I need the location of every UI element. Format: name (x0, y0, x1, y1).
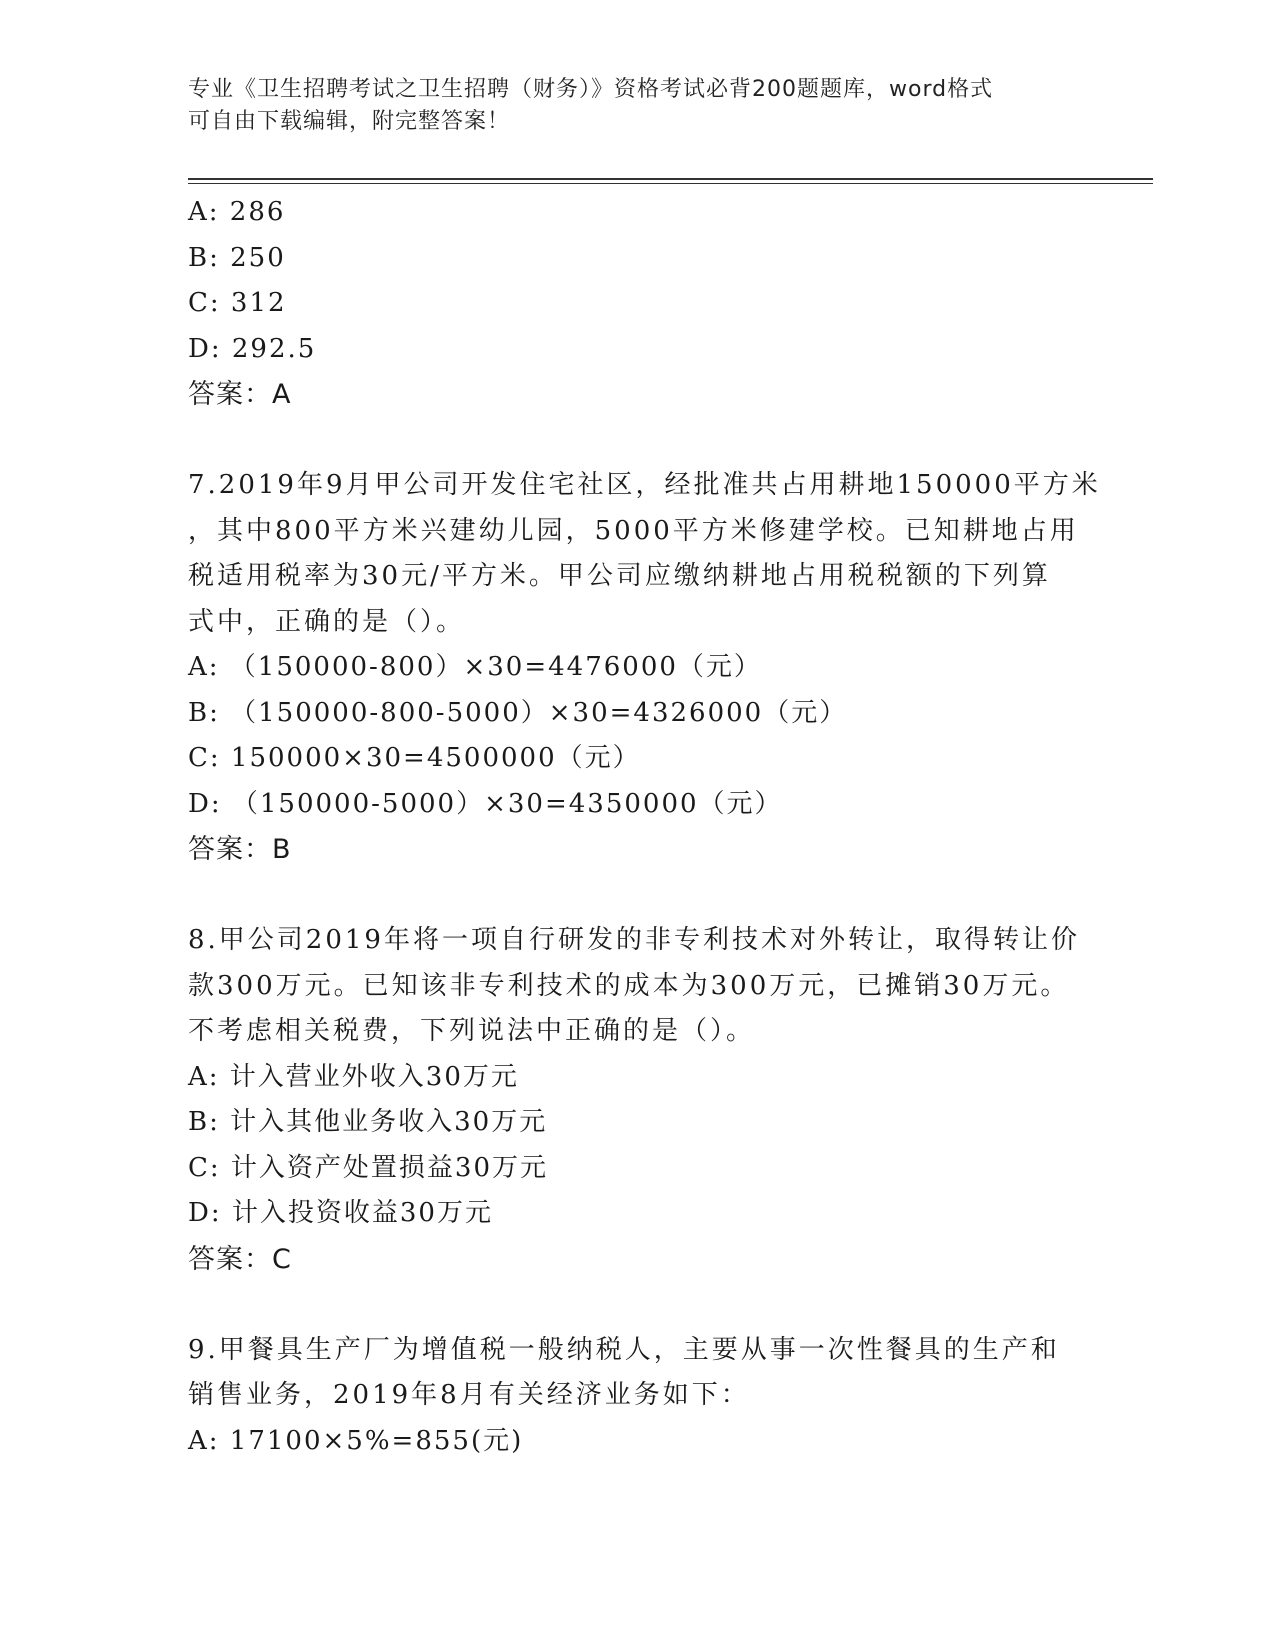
option-a: A: （150000-800）×30=4476000（元） (188, 652, 762, 682)
option-a: A: 计入营业外收入30万元 (188, 1061, 519, 1092)
answer: 答案：B (188, 834, 292, 865)
document-header (188, 74, 1088, 138)
stem-line: 不考虑相关税费，下列说法中正确的是（）。 (188, 1016, 756, 1046)
stem-line: 8.甲公司2019年将一项自行研发的非专利技术对外转让，取得转让价 (188, 925, 1080, 955)
header-divider-thin (188, 183, 1153, 184)
stem-line: 9.甲餐具生产厂为增值税一般纳税人，主要从事一次性餐具的生产和 (188, 1334, 1060, 1365)
question-8 (188, 918, 1088, 1282)
option-c: C: 150000×30=4500000（元） (188, 743, 641, 773)
answer: 答案：A (188, 379, 292, 410)
option-b: B: 计入其他业务收入30万元 (188, 1107, 548, 1137)
header-line-1: 专业《卫生招聘考试之卫生招聘（财务）》资格考试必背200题题库，word格式 (188, 77, 994, 102)
option-c: C: 312 (188, 288, 287, 318)
question-list (188, 190, 1101, 1464)
stem-line: 式中，正确的是（）。 (188, 606, 466, 637)
option-d: D: （150000-5000）×30=4350000（元） (188, 788, 783, 819)
spacer (188, 418, 1088, 464)
option-b: B: （150000-800-5000）×30=4326000（元） (188, 697, 848, 728)
stem-line: 7.2019年9月甲公司开发住宅社区，经批准共占用耕地150000平方米 (188, 470, 1101, 500)
option-b: B: 250 (188, 242, 286, 273)
spacer (188, 1282, 1088, 1328)
question-stem (188, 463, 1101, 645)
option-a: A: 17100×5%=855(元) (188, 1425, 524, 1456)
option-d: D: 292.5 (188, 333, 317, 364)
option-a: A: 286 (188, 197, 286, 227)
question-7 (188, 463, 1101, 873)
question-9 (188, 1328, 1088, 1465)
stem-line: 销售业务，2019年8月有关经济业务如下： (188, 1380, 750, 1410)
stem-line: ，其中800平方米兴建幼儿园，5000平方米修建学校。已知耕地占用 (188, 515, 1079, 546)
stem-line: 税适用税率为30元/平方米。甲公司应缴纳耕地占用税税额的下列算 (188, 561, 1051, 591)
header-line-2: 可自由下载编辑，附完整答案！ (188, 109, 511, 134)
answer: 答案：C (188, 1243, 292, 1275)
question-stem (188, 1328, 1088, 1419)
question-stem (188, 918, 1088, 1055)
header-divider (188, 178, 1153, 180)
option-c: C: 计入资产处置损益30万元 (188, 1152, 549, 1183)
spacer (188, 873, 1088, 919)
option-d: D: 计入投资收益30万元 (188, 1198, 493, 1228)
question-6 (188, 190, 1088, 418)
stem-line: 款300万元。已知该非专利技术的成本为300万元，已摊销30万元。 (188, 970, 1070, 1001)
